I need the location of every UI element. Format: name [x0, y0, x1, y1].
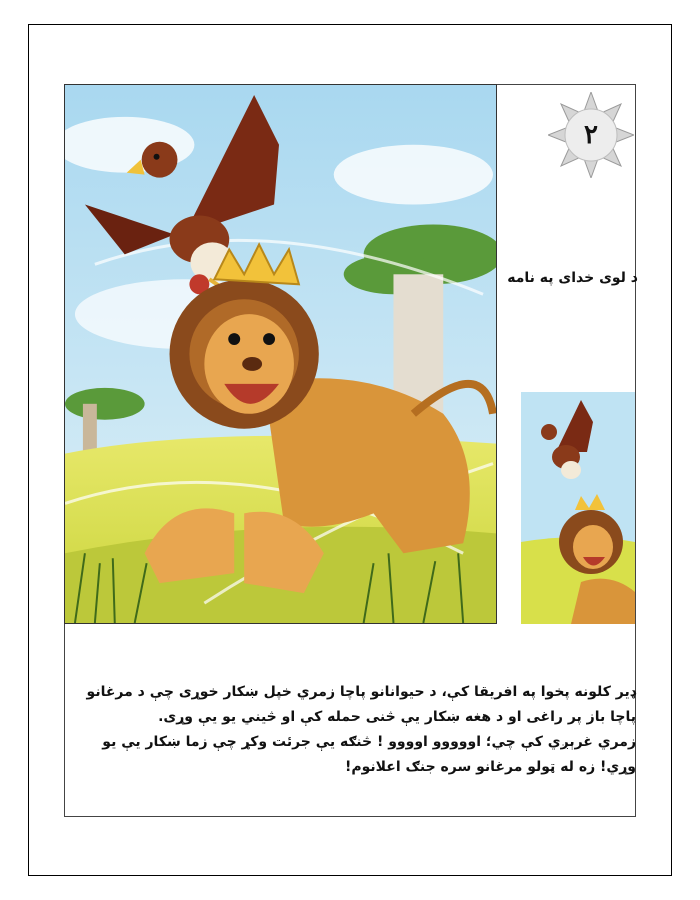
thumbnail-illustration	[521, 392, 635, 624]
story-paragraph-1: ډیر کلونه پخوا په افریقا کې، د حیوانانو پاچا زمري خپل ښکار خوړی چې د مرغانو پاچا باز پر راغی او د هغه ښکار یې څنی حمله کې او څیني یو یې وړی.	[86, 684, 636, 725]
page-title: د لوی خدای په نامه	[507, 270, 638, 286]
page-number: ٢	[584, 120, 598, 150]
lion-and-eagle-thumbnail	[521, 392, 635, 624]
story-paragraph-2: زمري غرېږي کې چي؛ اووووو اوووو ! څنګه یې جرئت وکړ چې زما ښکار یې یو وړي! زه له ټولو مرغانو سره جنګ اعلانوم!	[102, 734, 636, 775]
main-illustration	[64, 84, 497, 624]
lion-and-eagle-illustration	[65, 85, 496, 623]
story-text	[62, 680, 636, 780]
